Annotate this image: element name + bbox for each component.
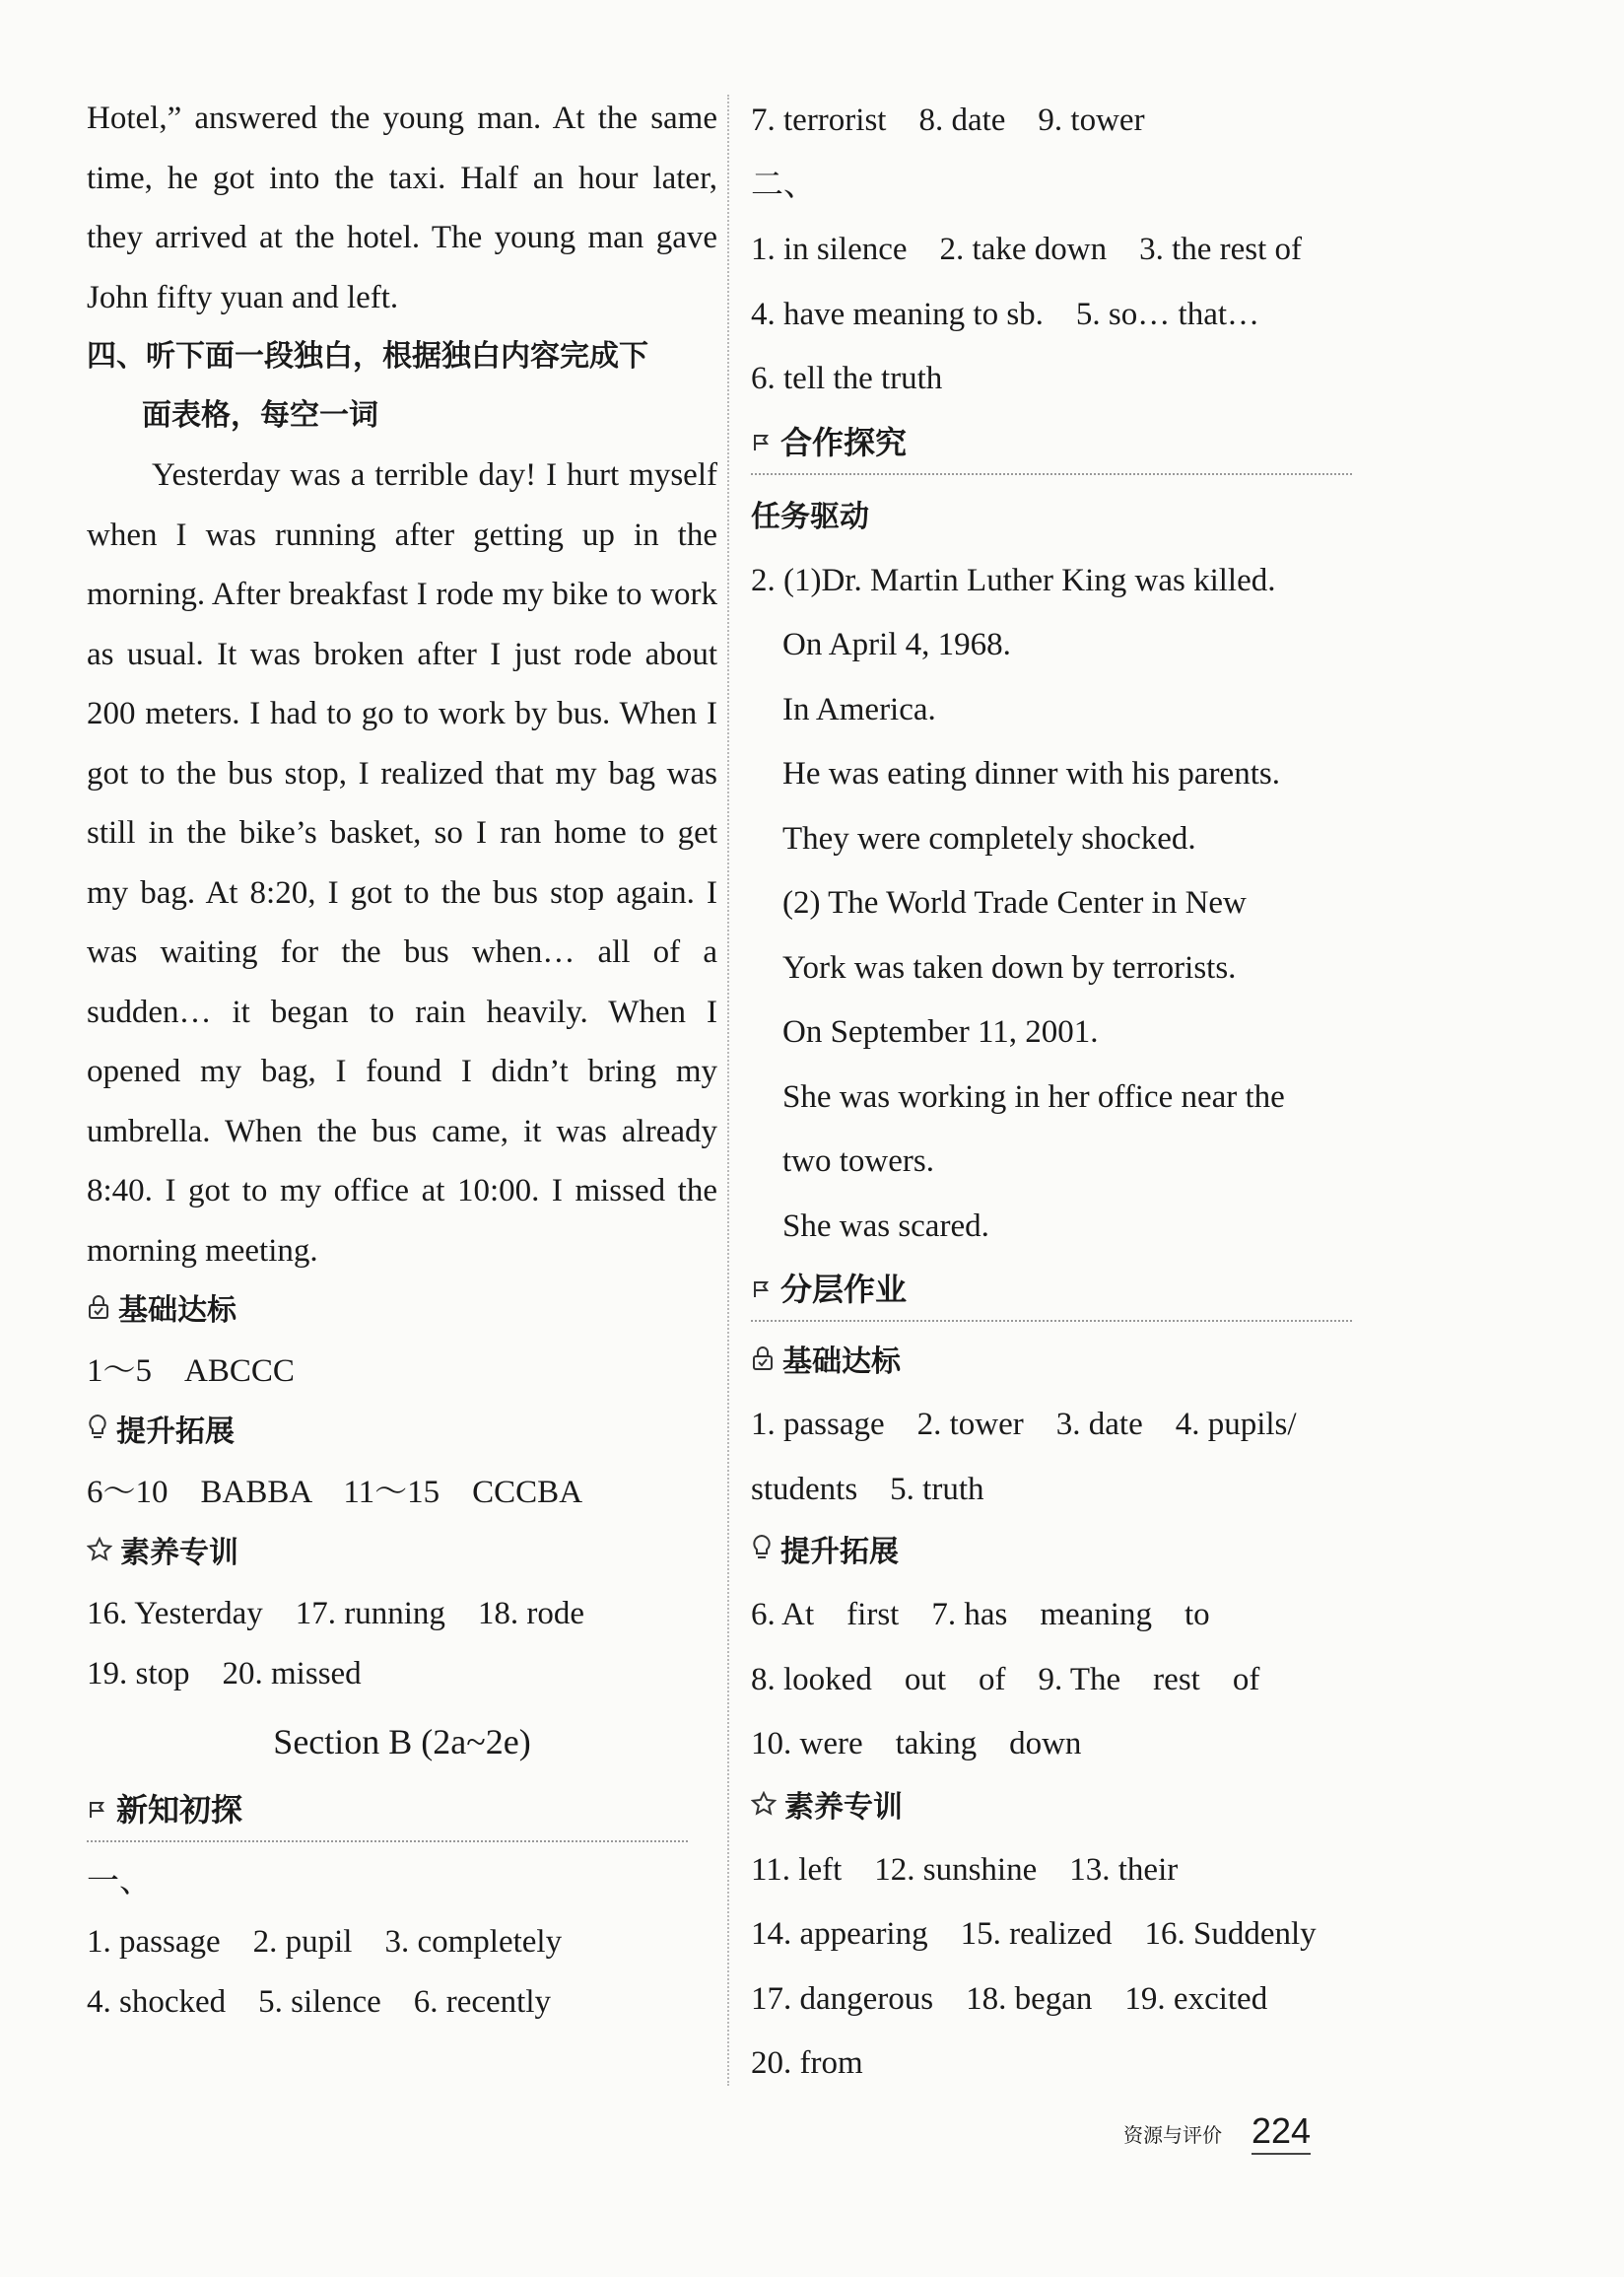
coop-heading: [751, 412, 1352, 475]
heading-line-1: 四、听下面一段独白，根据独白内容完成下: [87, 339, 648, 374]
monologue-text: Yesterday was a terrible day! I hurt myself when I was running after getting up in the morning. After breakfast I rode my bike to work as usual. It was broken after I just rode about 200 meters. I had to go to work by bus. When I got to the bus stop, I realized that my bag was still in the bike’s basket, so I ran home to get my bag. At 8:20, I got to the bus stop again. I was waiting for the bus when… all of a sudden… it began to rain heavily. When I opened my bag, I found I didn’t bring my umbrella. When the bus came, it was already 8:40. I got to my office at 10:00. I missed the morning meeting.: [87, 457, 717, 1269]
flag-icon: [87, 1779, 108, 1840]
task-line: 2. (1)Dr. Martin Luther King was killed.: [751, 562, 1276, 598]
vocab-line: 7. terrorist 8. date 9. tower: [751, 103, 1145, 138]
improve-line-2: 8. looked out of 9. The rest of: [751, 1661, 1260, 1697]
page-number: 224: [1252, 2109, 1311, 2155]
quality-line-1: 11. left 12. sunshine 13. their: [751, 1851, 1179, 1888]
newknow-heading: [87, 1779, 688, 1842]
lock-icon: [751, 1332, 775, 1393]
right-column: [751, 89, 1382, 2097]
task-title: 任务驱动: [751, 499, 869, 534]
footer-brand: 资源与评价: [1123, 2123, 1222, 2147]
quality-line-4: 20. from: [751, 2045, 863, 2081]
basic-line-2: students 5. truth: [751, 1471, 984, 1507]
task-line: York was taken down by terrorists.: [782, 949, 1237, 986]
improve-title: 提升拓展: [116, 1414, 235, 1449]
quality-title: 素养专训: [784, 1789, 903, 1825]
improve-heading: [751, 1522, 1382, 1583]
improve-answers: 6～10 BABBA 11～15 CCCBA: [87, 1475, 583, 1510]
layered-title: 分层作业: [780, 1271, 908, 1308]
task-line: She was working in her office near the: [782, 1078, 1285, 1115]
lock-icon: [87, 1280, 110, 1342]
basic-heading: [87, 1280, 717, 1342]
heading-line-2: 面表格，每空一词: [142, 398, 378, 433]
task-line: She was scared.: [782, 1208, 989, 1244]
improve-line-1: 6. At first 7. has meaning to: [751, 1597, 1210, 1632]
flag-icon: [751, 1259, 773, 1320]
quality-line-2: 14. appearing 15. realized 16. Suddenly: [751, 1916, 1317, 1952]
column-divider: [727, 95, 729, 2086]
part2-label: 二、: [751, 167, 816, 203]
basic-line-1: 1. passage 2. tower 3. date 4. pupils/: [751, 1407, 1297, 1442]
star-icon: [751, 1777, 777, 1838]
part2-line-3: 6. tell the truth: [751, 361, 943, 396]
task-line: On April 4, 1968.: [782, 627, 1011, 662]
basic-answers: 1～5 ABCCC: [87, 1353, 295, 1389]
listening-task-heading: [87, 327, 717, 446]
quality-title: 素养专训: [120, 1536, 238, 1570]
basic-title: 基础达标: [782, 1345, 901, 1379]
part2-line-2: 4. have meaning to sb. 5. so… that…: [751, 296, 1260, 332]
layered-heading: [751, 1259, 1352, 1322]
quality-line-3: 17. dangerous 18. began 19. excited: [751, 1980, 1268, 2017]
section-title: Section B (2a~2e): [273, 1722, 531, 1761]
quality-heading: [751, 1777, 1382, 1838]
task-line: (2) The World Trade Center in New: [782, 885, 1247, 921]
part1-line-1: 1. passage 2. pupil 3. completely: [87, 1924, 563, 1960]
lightbulb-icon: [87, 1402, 108, 1463]
passage-end: Hotel,” answered the young man. At the same time, he got into the taxi. Half an hour later, they arrived at the hotel. The young man gave John fifty yuan and left.: [87, 101, 717, 315]
coop-title: 合作探究: [780, 423, 908, 461]
improve-line-3: 10. were taking down: [751, 1726, 1082, 1761]
basic-title: 基础达标: [118, 1293, 237, 1328]
task-line: two towers.: [782, 1143, 934, 1179]
left-column: [87, 89, 717, 2033]
newknow-title: 新知初探: [116, 1791, 243, 1828]
lightbulb-icon: [751, 1522, 773, 1583]
flag-icon: [751, 412, 773, 473]
task-line: On September 11, 2001.: [782, 1014, 1099, 1050]
improve-title: 提升拓展: [780, 1535, 899, 1569]
task-answers: [751, 613, 1382, 1259]
part2-line-1: 1. in silence 2. take down 3. the rest of: [751, 232, 1303, 267]
quality-line-2: 19. stop 20. missed: [87, 1656, 362, 1691]
task-line: They were completely shocked.: [782, 820, 1196, 857]
task-line: In America.: [782, 691, 936, 727]
quality-line-1: 16. Yesterday 17. running 18. rode: [87, 1596, 585, 1631]
star-icon: [87, 1523, 112, 1584]
improve-heading: [87, 1402, 717, 1463]
quality-heading: [87, 1523, 717, 1584]
part1-line-2: 4. shocked 5. silence 6. recently: [87, 1984, 552, 2020]
basic-heading: [751, 1332, 1382, 1393]
part1-label: 一、: [87, 1864, 152, 1899]
task-line: He was eating dinner with his parents.: [782, 756, 1280, 792]
page-footer: [1123, 2109, 1311, 2155]
